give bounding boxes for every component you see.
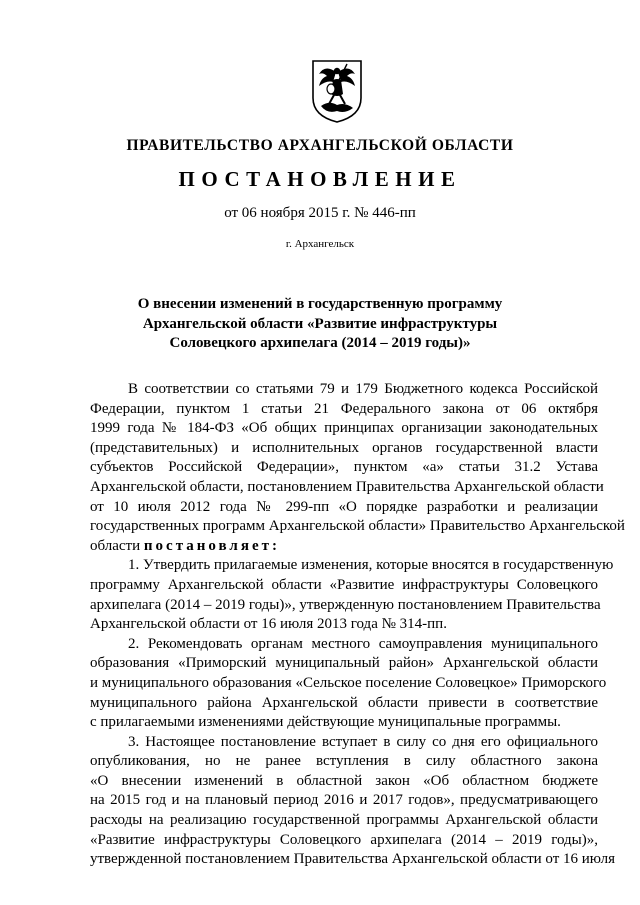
item-2-line: 2. Рекомендовать органам местного самоуправления муниципального [128, 635, 598, 652]
document-body [90, 380, 625, 870]
item-1-line: архипелага (2014 – 2019 годы)», утвержденную постановлением Правительства [90, 596, 601, 613]
document-subject [0, 295, 640, 354]
preamble-tail: области [90, 537, 144, 554]
preamble-line: Федерации, пунктом 1 статьи 21 Федерального закона от 06 октября [90, 400, 598, 417]
item-2-line: с прилагаемыми изменениями действующие муниципальные программы. [90, 714, 561, 731]
preamble-line: государственных программ Архангельской области» Правительство Архангельской [90, 518, 625, 535]
subject-line: Архангельской области «Развитие инфраструктуры [142, 315, 498, 332]
coat-of-arms-emblem [309, 58, 365, 124]
document-date-number: от 06 ноября 2015 г. № 446-пп [224, 205, 416, 221]
item-1-line: программу Архангельской области «Развитие инфраструктуры Соловецкого [90, 576, 598, 593]
preamble-final-line [90, 537, 598, 557]
item-2-line: образования «Приморский муниципальный район» Архангельской области [90, 655, 598, 672]
item-1-line: Архангельской области от 16 июля 2013 года № 314-пп. [90, 616, 447, 633]
item-3-line: «Развитие инфраструктуры Соловецкого архипелага (2014 – 2019 годы)», [90, 831, 598, 848]
item-2-line: и муниципального образования «Сельское поселение Соловецкое» Приморского [90, 674, 607, 691]
item-3-line: расходы на реализацию государственной программы Архангельской области [90, 812, 598, 829]
item-1-line: 1. Утвердить прилагаемые изменения, которые вносятся в государственную [128, 557, 614, 574]
preamble-line: субъектов Российской Федерации», пунктом «а» статьи 31.2 Устава [90, 459, 598, 476]
decree-word: постановляет: [143, 537, 280, 554]
item-3-line: 3. Настоящее постановление вступает в силу со дня его официального [128, 733, 598, 750]
subject-line: О внесении изменений в государственную программу [137, 296, 503, 312]
preamble-line: 1999 года № 184-ФЗ «Об общих принципах организации законодательных [90, 420, 598, 437]
preamble-line: В соответствии со статьями 79 и 179 Бюджетного кодекса Российской [128, 381, 598, 397]
government-title: ПРАВИТЕЛЬСТВО АРХАНГЕЛЬСКОЙ ОБЛАСТИ [126, 137, 514, 154]
subject-line: Соловецкого архипелага (2014 – 2019 годы)» [169, 335, 471, 351]
item-3-line: опубликования, но не ранее вступления в силу областного закона [90, 753, 598, 770]
item-2-line: муниципального района Архангельской области привести в соответствие [90, 694, 598, 711]
preamble-line: от 10 июля 2012 года № 299-пп «О порядке разработки и реализации [90, 498, 598, 515]
preamble-line: (представительных) и исполнительных органов государственной власти [90, 439, 598, 456]
preamble-line: Архангельской области, постановлением Правительства Архангельской области [90, 478, 604, 495]
item-3-line: на 2015 год и на плановый период 2016 и 2017 годов», предусматривающего [90, 792, 598, 809]
item-3-line: «О внесении изменений в областной закон «Об областном бюджете [90, 772, 598, 789]
document-type: ПОСТАНОВЛЕНИЕ [178, 167, 462, 191]
document-city: г. Архангельск [285, 238, 355, 250]
item-3-line: утвержденной постановлением Правительства Архангельской области от 16 июля [90, 851, 616, 868]
